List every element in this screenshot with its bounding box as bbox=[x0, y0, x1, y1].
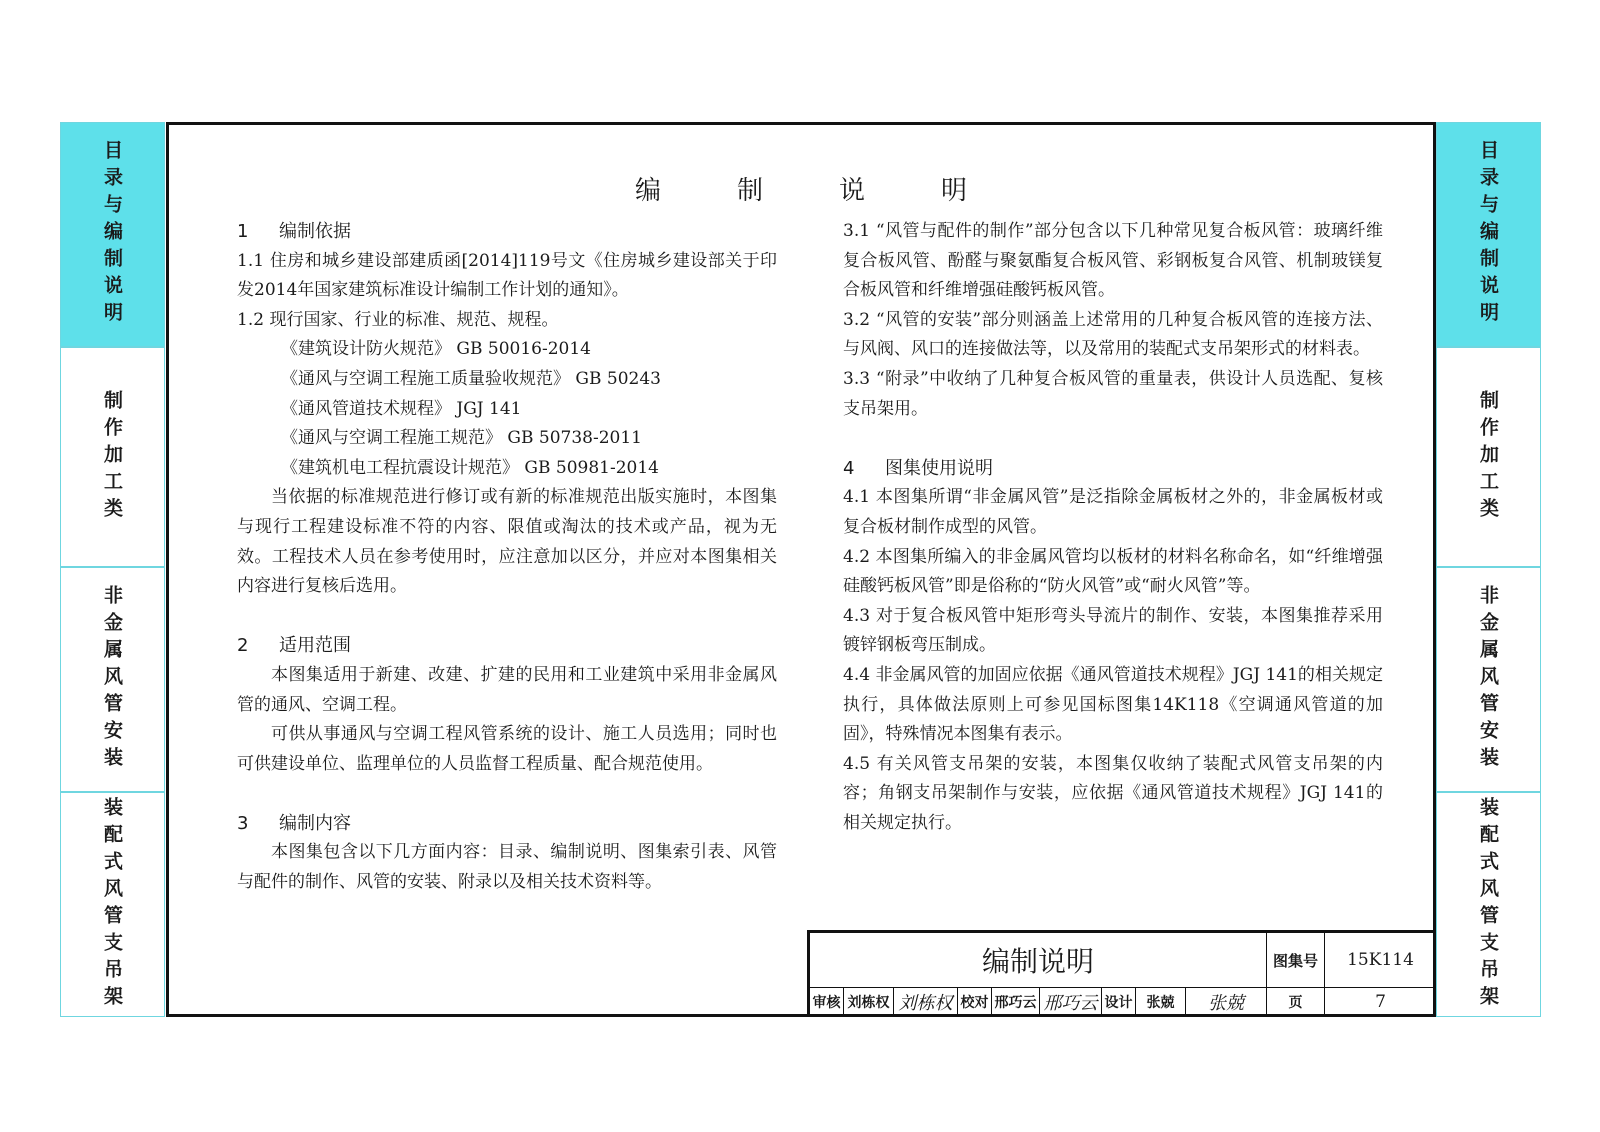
paragraph: 1.1 住房和城乡建设部建质函[2014]119号文《住房城乡建设部关于印发2014年国家建筑标准设计编制工作计划的通知》。 bbox=[237, 250, 777, 301]
section-title: 适用范围 bbox=[279, 635, 351, 657]
section-title: 编制内容 bbox=[279, 812, 351, 834]
standard-reference: 《建筑设计防火规范》 GB 50016-2014 bbox=[281, 339, 591, 360]
side-tab-fabrication[interactable] bbox=[60, 347, 165, 567]
paragraph: 可供从事通风与空调工程风管系统的设计、施工人员选用；同时也可供建设单位、监理单位的人员监督工程质量、配合规范使用。 bbox=[237, 724, 777, 774]
review-label: 审核 bbox=[810, 987, 844, 1017]
reviewer-name: 刘栋权 bbox=[844, 987, 894, 1017]
side-tab-label: 装配式风管支吊架 bbox=[1477, 796, 1499, 1013]
side-tab-label: 制作加工类 bbox=[101, 389, 123, 525]
side-tab-label: 制作加工类 bbox=[1477, 389, 1499, 525]
side-tab-supports[interactable] bbox=[60, 792, 165, 1017]
side-tab-label: 目录与编制说明 bbox=[1477, 140, 1499, 329]
set-number-label: 图集号 bbox=[1267, 933, 1325, 987]
designer-name: 张兢 bbox=[1136, 987, 1186, 1017]
section-title: 图集使用说明 bbox=[885, 457, 993, 479]
side-tab-fabrication[interactable] bbox=[1436, 347, 1541, 567]
section-title: 编制依据 bbox=[279, 221, 351, 242]
title-block bbox=[807, 930, 1436, 1017]
paragraph: 4.2 本图集所编入的非金属风管均以板材的材料名称命名，如“纤维增强硅酸钙板风管”即是俗称的“防火风管”或“耐火风管”等。 bbox=[843, 546, 1383, 597]
paragraph: 本图集适用于新建、改建、扩建的民用和工业建筑中采用非金属风管的通风、空调工程。 bbox=[237, 664, 777, 715]
right-column bbox=[843, 217, 1383, 838]
set-number: 15K114 bbox=[1347, 950, 1414, 970]
page-title: 编制说明 bbox=[634, 176, 1043, 206]
paragraph: 4.3 对于复合板风管中矩形弯头导流片的制作、安装，本图集推荐采用镀锌钢板弯压制成。 bbox=[843, 605, 1383, 656]
section-number: 1 bbox=[237, 221, 249, 242]
side-tab-contents[interactable] bbox=[1436, 122, 1541, 347]
standard-reference: 《通风管道技术规程》 JGJ 141 bbox=[281, 398, 522, 419]
section-heading bbox=[237, 809, 777, 839]
paragraph: 4.1 本图集所谓“非金属风管”是泛指除金属板材之外的，非金属板材或复合板材制作成型的风管。 bbox=[843, 487, 1383, 537]
standard-reference: 《建筑机电工程抗震设计规范》 GB 50981-2014 bbox=[281, 457, 659, 478]
side-tab-label: 目录与编制说明 bbox=[101, 140, 123, 329]
left-column bbox=[237, 217, 777, 898]
section-heading bbox=[237, 217, 777, 247]
drawing-name: 编制说明 bbox=[810, 933, 1267, 987]
section-heading bbox=[237, 631, 777, 661]
check-label: 校对 bbox=[958, 987, 992, 1017]
reviewer-signature: 刘栋权 bbox=[894, 987, 958, 1017]
right-side-tabs bbox=[1436, 122, 1543, 1017]
page-number: 7 bbox=[1375, 992, 1386, 1012]
section-heading bbox=[843, 454, 1383, 484]
title-block-row bbox=[810, 987, 1436, 1017]
designer-signature: 张兢 bbox=[1186, 987, 1267, 1017]
side-tab-installation[interactable] bbox=[1436, 567, 1541, 792]
standard-reference: 《通风与空调工程施工质量验收规范》 GB 50243 bbox=[281, 368, 661, 389]
section-number: 4 bbox=[843, 457, 855, 479]
side-tab-label: 装配式风管支吊架 bbox=[101, 796, 123, 1013]
paragraph: 当依据的标准规范进行修订或有新的标准规范出版实施时，本图集与现行工程建设标准不符的内容、限值或淘汰的技术或产品，视为无效。工程技术人员在参考使用时，应注意加以区分，并应对本图集相关内容进行复核后选用。 bbox=[237, 487, 777, 597]
paragraph: 3.2 “风管的安装”部分则涵盖上述常用的几种复合板风管的连接方法、与风阀、风口的连接做法等，以及常用的装配式支吊架形式的材料表。 bbox=[843, 309, 1383, 360]
left-side-tabs bbox=[60, 122, 167, 1017]
section-number: 2 bbox=[237, 635, 249, 657]
checker-name: 邢巧云 bbox=[992, 987, 1040, 1017]
paragraph: 4.5 有关风管支吊架的安装，本图集仅收纳了装配式风管支吊架的内容；角钢支吊架制作与安装，应依据《通风管道技术规程》JGJ 141的相关规定执行。 bbox=[843, 753, 1383, 833]
paragraph: 1.2 现行国家、行业的标准、规范、规程。 bbox=[237, 309, 559, 330]
paragraph: 3.1 “风管与配件的制作”部分包含以下几种常见复合板风管：玻璃纤维复合板风管、酚醛与聚氨酯复合板风管、彩钢板复合风管、机制玻镁复合板风管和纤维增强硅酸钙板风管。 bbox=[843, 221, 1383, 301]
paragraph: 本图集包含以下几方面内容：目录、编制说明、图集索引表、风管与配件的制作、风管的安装、附录以及相关技术资料等。 bbox=[237, 842, 777, 893]
paragraph: 4.4 非金属风管的加固应依据《通风管道技术规程》JGJ 141的相关规定执行，具体做法原则上可参见国标图集14K118《空调通风管道的加固》，特殊情况本图集有表示。 bbox=[843, 664, 1383, 745]
standard-reference: 《通风与空调工程施工规范》 GB 50738-2011 bbox=[281, 428, 642, 449]
checker-signature: 邢巧云 bbox=[1040, 987, 1102, 1017]
side-tab-supports[interactable] bbox=[1436, 792, 1541, 1017]
design-label: 设计 bbox=[1102, 987, 1136, 1017]
section-number: 3 bbox=[237, 812, 249, 834]
drawing-frame bbox=[166, 122, 1436, 1017]
side-tab-installation[interactable] bbox=[60, 567, 165, 792]
side-tab-contents[interactable] bbox=[60, 122, 165, 347]
side-tab-label: 非金属风管安装 bbox=[101, 585, 123, 774]
title-block-row bbox=[810, 933, 1436, 988]
side-tab-label: 非金属风管安装 bbox=[1477, 585, 1499, 774]
page-label: 页 bbox=[1267, 987, 1325, 1017]
paragraph: 3.3 “附录”中收纳了几种复合板风管的重量表，供设计人员选配、复核支吊架用。 bbox=[843, 368, 1383, 419]
